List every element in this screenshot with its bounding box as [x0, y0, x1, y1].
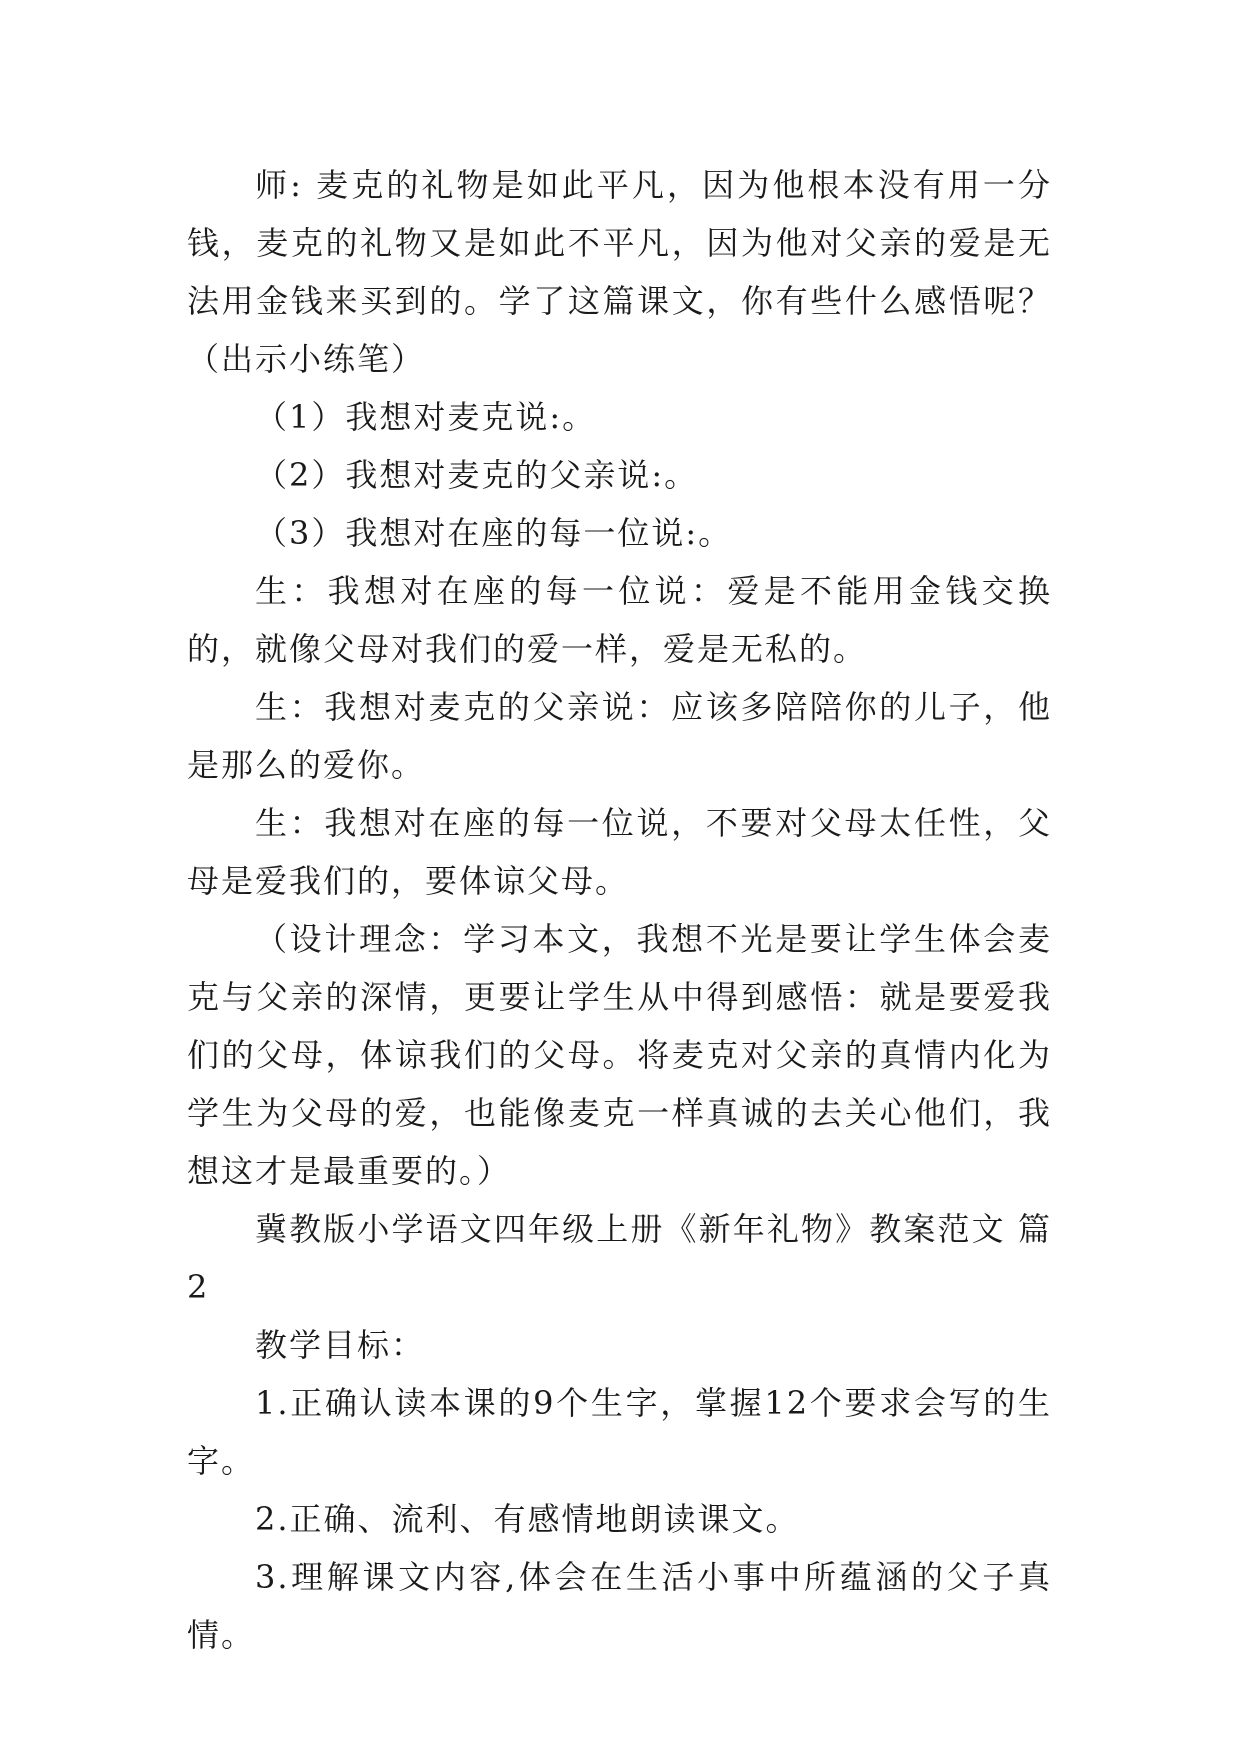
paragraph-design-concept: （设计理念：学习本文，我想不光是要让学生体会麦克与父亲的深情，更要让学生从中得到感悟：就是要爱我们的父母，体谅我们的父母。将麦克对父亲的真情内化为学生为父母的爱，也能像麦克一样真诚的去关心他们，我想这才是最重要的。） [187, 920, 1052, 1190]
paragraph-prompt-2: （2）我想对麦克的父亲说:。 [255, 456, 699, 494]
goal-item-3: 3.理解课文内容,体会在生活小事中所蕴涵的父子真情。 [187, 1558, 1052, 1654]
section-heading: 冀教版小学语文四年级上册《新年礼物》教案范文 篇2 [187, 1210, 1052, 1306]
paragraph-prompt-3: （3）我想对在座的每一位说:。 [255, 514, 733, 552]
document-body [187, 156, 1052, 1664]
goal-item-2: 2.正确、流利、有感情地朗读课文。 [255, 1500, 800, 1538]
paragraph-teacher-summary: 师: 麦克的礼物是如此平凡，因为他根本没有用一分钱，麦克的礼物又是如此不平凡，因为他对父亲的爱是无法用金钱来买到的。学了这篇课文，你有些什么感悟呢？（出示小练笔） [187, 166, 1052, 378]
goal-item-1: 1.正确认读本课的9个生字，掌握12个要求会写的生字。 [187, 1384, 1052, 1480]
teaching-goals-heading: 教学目标： [255, 1326, 426, 1364]
paragraph-student-1: 生：我想对在座的每一位说：爱是不能用金钱交换的，就像父母对我们的爱一样，爱是无私的。 [187, 572, 1052, 668]
paragraph-student-3: 生：我想对在座的每一位说，不要对父母太任性，父母是爱我们的，要体谅父母。 [187, 804, 1052, 900]
paragraph-student-2: 生：我想对麦克的父亲说：应该多陪陪你的儿子，他是那么的爱你。 [187, 688, 1052, 784]
paragraph-prompt-1: （1）我想对麦克说:。 [255, 398, 597, 436]
